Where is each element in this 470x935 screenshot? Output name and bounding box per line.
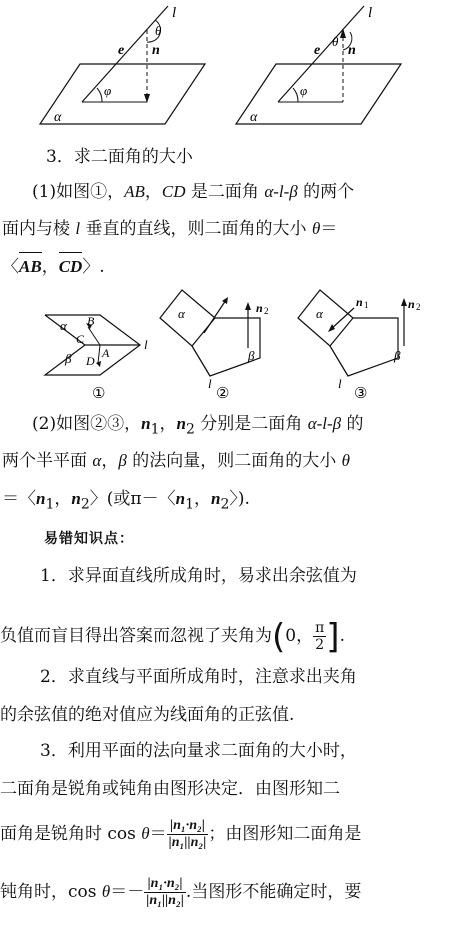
vector-AB: AB — [19, 256, 42, 278]
paragraph-2-line-1: (2)如图②③，$n_1$，$n_2$ 分别是二面角 α-l-β 的 — [32, 414, 364, 438]
label-n: n — [348, 43, 356, 58]
figure-line-plane-angle-left — [40, 2, 210, 132]
vector-arrow-bar — [19, 252, 42, 253]
caption-2: ② — [216, 386, 230, 402]
caption-1: ① — [92, 386, 106, 402]
errors-heading: 易错知识点： — [44, 531, 134, 547]
svg-text:β: β — [248, 348, 255, 363]
svg-text:1: 1 — [364, 300, 369, 310]
svg-text:n: n — [256, 301, 263, 315]
error-2-line-1: 2．求直线与平面所成角时，注意求出夹角 — [40, 667, 357, 687]
figure-1-dihedral — [40, 305, 150, 400]
interval-close-bracket: ] — [326, 616, 340, 657]
svg-text:β: β — [394, 348, 401, 363]
paragraph-2-line-2: 两个半平面 α，β 的法向量，则二面角的大小 θ — [2, 451, 350, 471]
paragraph-1-line-2: 面内与棱 l 垂直的直线，则二面角的大小 θ＝ — [2, 219, 338, 239]
svg-text:B: B — [87, 314, 95, 328]
vector-arrow-bar — [59, 252, 83, 253]
figure-line-plane-angle-right — [236, 2, 406, 132]
vector-CD: CD — [59, 256, 83, 278]
label-phi: φ — [300, 83, 308, 98]
svg-text:n: n — [356, 295, 363, 309]
svg-text:α: α — [60, 318, 67, 333]
svg-text:l: l — [338, 376, 342, 391]
label-l: l — [368, 5, 373, 21]
figure-3-dihedral — [298, 288, 420, 400]
svg-text:α: α — [316, 306, 323, 321]
error-3-line-4: 钝角时，cos θ＝－ $\frac{\text{|n₁·n₂|}}{\text{|n₁||n₂|}}$ .当图形不能确定时，要 — [0, 876, 362, 908]
svg-text:l: l — [208, 376, 212, 391]
label-phi: φ — [104, 83, 112, 98]
error-3-line-1: 3．利用平面的法向量求二面角的大小时， — [40, 741, 357, 761]
error-1-line-1: 1．求异面直线所成角时，易求出余弦值为 — [40, 566, 357, 586]
svg-text:α: α — [178, 306, 185, 321]
svg-text:C: C — [76, 332, 85, 346]
paragraph-1-line-1: (1)如图①，AB，CD 是二面角 α-l-β 的两个 — [32, 182, 355, 202]
label-alpha: α — [250, 110, 258, 125]
fraction-cos-obtuse: $\frac{\text{|n₁·n₂|}}{\text{|n₁||n₂|}}$ — [146, 876, 184, 908]
error-3-line-3: 面角是锐角时 cos θ＝ $\frac{\text{|n₁·n₂|}}{\text{|n₁||n₂|}}$ ；由图形知二面角是 — [0, 818, 362, 850]
label-alpha: α — [54, 110, 62, 125]
label-theta: θ — [332, 34, 339, 49]
figure-2-dihedral — [160, 288, 282, 400]
svg-text:D: D — [86, 354, 95, 368]
plane-alpha — [40, 64, 205, 124]
svg-text:β: β — [65, 351, 72, 366]
svg-text:2: 2 — [264, 306, 269, 316]
error-3-line-2: 二面角是锐角或钝角由图形决定．由图形知二 — [0, 779, 340, 799]
fraction-cos-acute: $\frac{\text{|n₁·n₂|}}{\text{|n₁||n₂|}}$ — [168, 818, 207, 850]
svg-text:l: l — [144, 337, 148, 352]
label-l: l — [172, 5, 177, 21]
error-2-line-2: 的余弦值的绝对值应为线面角的正弦值. — [0, 705, 295, 725]
caption-3: ③ — [354, 386, 368, 402]
label-n: n — [152, 43, 160, 58]
interval-open-paren: ( — [272, 616, 286, 657]
label-theta: θ — [155, 23, 162, 38]
paragraph-1-line-3: 〈 AB， CD〉. — [2, 256, 426, 278]
svg-text:n: n — [408, 297, 415, 311]
svg-text:2: 2 — [416, 302, 421, 312]
error-1-line-2: 负值而盲目得出答案而忽视了夹角为(0， $\frac{\pi}{2}$ ]. — [0, 616, 345, 657]
paragraph-2-line-3: ＝〈$n_1$，$n_2$〉(或π－〈$n_1$，$n_2$〉). — [2, 489, 250, 513]
svg-text:A: A — [102, 346, 110, 360]
label-e: e — [118, 43, 125, 58]
label-e: e — [314, 43, 321, 58]
fraction-pi-over-2: $\frac{\pi}{2}$ — [315, 620, 325, 653]
section-heading: 3．求二面角的大小 — [46, 147, 193, 167]
